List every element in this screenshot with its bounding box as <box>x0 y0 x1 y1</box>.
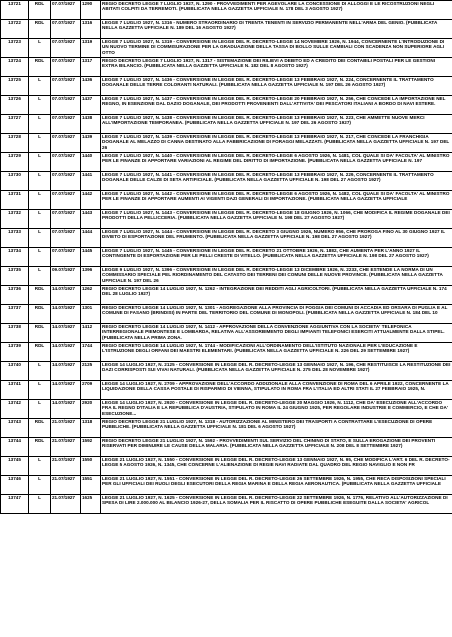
act-number-cell: 1592 <box>81 438 101 457</box>
act-description-cell: REGIO DECRETO LEGGE 14 LUGLIO 1927, N. 1744 - MODIFICAZIONI ALL'ORDINAMENTO DELL'ISTITUTO NAZIONALE PER L'EDUCAZIONE E L'ISTRUZIONE DEGLI ORFANI DEI MAESTRI ELEMENTARI. (PUBBLICATA NELLA GAZZETTA UFFICIALE N. 226 DEL 29 SETTEMBRE 1927) <box>101 343 452 362</box>
act-date-cell: 14.07/1927 <box>51 343 81 362</box>
entry-number-cell: 13739 <box>1 343 29 362</box>
act-description-cell: LEGGE 7 LUGLIO 1927, N. 1445 - CONVERSIONE IN LEGGE DEL R. DECRETO 21 OTTOBRE 1926, N. 1882, CHE AUMENTA PER L'ANNO 1927 IL CONTINGENTE DI ESPORTAZIONE PER LE PELLI CRESTE DI VITELLO. (PUBBLICATA NELLA GAZZETTA UFFICIALE N. 198 DEL 27 AGOSTO 1927) <box>101 248 452 267</box>
entry-number-cell: 13743 <box>1 419 29 438</box>
entry-number-cell: 13744 <box>1 438 29 457</box>
table-row <box>1 400 452 419</box>
entry-number-cell: 13737 <box>1 305 29 324</box>
entry-number-cell: 13745 <box>1 457 29 476</box>
act-date-cell: 07.07/1927 <box>51 115 81 134</box>
entry-number-cell: 13728 <box>1 134 29 153</box>
entry-number-cell: 13727 <box>1 115 29 134</box>
entry-number-cell: 13725 <box>1 77 29 96</box>
table-row <box>1 229 452 248</box>
act-description-cell: REGIO DECRETO LEGGE 7 LUGLIO 1927, N. 1317 - SISTEMAZIONE DEI RILIEVI A DEBITO ED A CREDITO DEI CONTABILI POSTALI PER LE GESTIONI EXTRA BILANCIO. (PUBBLICATA NELLA GAZZETTA UFFICIALE N. 182 DEL 8 AGOSTO 1927) <box>101 58 452 77</box>
entry-number-cell: 13747 <box>1 495 29 514</box>
entry-number-cell: 13746 <box>1 476 29 495</box>
act-description-cell: LEGGE 7 LUGLIO 1927, N. 1436 - CONVERSIONE IN LEGGE DEL R. DECRETO-LEGGE 13 FEBBRAIO 1927, N. 224, CONCERNENTE IL TRATTAMENTO DOGANALE DELLE TERRE COLORANTI NATURALI. (PUBBLICATA NELLA GAZZETTA UFFICIALE N. 197 DEL 26 AGOSTO 1927) <box>101 77 452 96</box>
entry-number-cell: 13732 <box>1 210 29 229</box>
act-number-cell: 1439 <box>81 134 101 153</box>
act-description-cell: LEGGE 9 LUGLIO 1927, N. 1396 - CONVERSIONE IN LEGGE DEL R. DECRETO-LEGGE 13 DICEMBRE 1926, N. 2233, CHE ESTENDE LA NORMA DI UN COMMISSARIO SPECIALE PEL RIORDINAMENTO DEL CATASTO DEI TERRENI DEI COMUNI DELLE NUOVE PROVINCE. (PUBBLICATA NELLA GAZZETTA UFFICIALE N. 197 DEL 26 <box>101 267 452 286</box>
table-row <box>1 343 452 362</box>
act-date-cell: 07.07/1927 <box>51 39 81 58</box>
act-type-cell: L <box>29 267 51 286</box>
table-row <box>1 248 452 267</box>
act-description-cell: LEGGE 21 LUGLIO 1927, N. 1551 - CONVERSIONE IN LEGGE DEL R. DECRETO-LEGGE 26 SETTEMBRE 1926, N. 1955, CHE RECA DISPOSIZIONI SPECIALI PER GLI UFFICIALI DEI RUOLI DEGLI ESECUTORI DELLA REGIA MARINA E DELLA REGIA AERONAUTICA. (PUBBLICATA NELLA GAZZETTA UFFICIALE <box>101 476 452 495</box>
act-type-cell: RDL <box>29 1 51 20</box>
act-number-cell: 1317 <box>81 58 101 77</box>
act-type-cell: L <box>29 153 51 172</box>
act-date-cell: 07.07/1927 <box>51 210 81 229</box>
entry-number-cell: 13724 <box>1 58 29 77</box>
table-row <box>1 267 452 286</box>
act-number-cell: 1412 <box>81 324 101 343</box>
act-date-cell: 14.07/1927 <box>51 381 81 400</box>
table-row <box>1 305 452 324</box>
act-number-cell: 1442 <box>81 191 101 210</box>
table-row <box>1 172 452 191</box>
table-row <box>1 39 452 58</box>
act-type-cell: L <box>29 476 51 495</box>
entry-number-cell: 13741 <box>1 381 29 400</box>
entry-number-cell: 13730 <box>1 172 29 191</box>
act-number-cell: 1440 <box>81 153 101 172</box>
act-date-cell: 14.07/1927 <box>51 324 81 343</box>
act-date-cell: 07.07/1927 <box>51 229 81 248</box>
act-date-cell: 14.07/1927 <box>51 362 81 381</box>
entry-number-cell: 13734 <box>1 248 29 267</box>
act-description-cell: LEGGE 7 LUGLIO 1927, N. 1438 - CONVERSIONE IN LEGGE DEL R. DECRETO-LEGGE 13 FEBBRAIO 1927, N. 223, CHE AMMETTE NUOVE MERCI ALL'IMPORTAZIONE TEMPORANEA. (PUBBLICATA NELLA GAZZETTA UFFICIALE N. 197 DEL 26 AGOSTO 1927) <box>101 115 452 134</box>
table-row <box>1 362 452 381</box>
act-description-cell: LEGGE 21 LUGLIO 1927, N. 1550 - CONVERSIONE IN LEGGE DEL R. DECRETO-LEGGE 13 GENNAIO 1927, N. 95, CHE MODIFICA L'ART. 6 DEL R. DECRETO-LEGGE 5 AGOSTO 1926, N. 1345, CHE CONCERNE L'ALIENAZIONE DI REGIE NAVI RADIATE DAL QUADRO DEL REGIO NAVIGLIO E NON FR <box>101 457 452 476</box>
act-type-cell: L <box>29 191 51 210</box>
act-date-cell: 21.07/1927 <box>51 476 81 495</box>
act-date-cell: 21.07/1927 <box>51 438 81 457</box>
act-type-cell: L <box>29 381 51 400</box>
entry-number-cell: 13729 <box>1 153 29 172</box>
act-number-cell: 1319 <box>81 39 101 58</box>
act-description-cell: REGIO DECRETO LEGGE 14 LUGLIO 1927, N. 1412 - APPROVAZIONE DELLA CONVENZIONE AGGIUNTIVA CON LA SOCIETA' TELEFONICA INTERREGIONALE PIEMONTESE E LOMBARDA, RELATIVA ALL'ASSORBIMENTO DEGLI IMPIANTI TELEFONICI ESERCITI ATTUALMENTE DALLA STIPEL. (PUBBLICATA NELLA PRIMA ZONA. <box>101 324 452 343</box>
act-number-cell: 2125 <box>81 362 101 381</box>
act-description-cell: LEGGE 7 LUGLIO 1927, N. 1441 - CONVERSIONE IN LEGGE DEL R. DECRETO-LEGGE 13 FEBBRAIO 1927, N. 229, CONCERNENTE IL TRATTAMENTO DOGANALE DELLE CALZE DI SETA ARTIFICIALE. (PUBBLICATA NELLA GAZZETTA UFFICIALE N. 198 DEL 27 AGOSTO 1927) <box>101 172 452 191</box>
act-date-cell: 07.07/1927 <box>51 134 81 153</box>
act-number-cell: 1625 <box>81 495 101 514</box>
act-number-cell: 1318 <box>81 419 101 438</box>
act-type-cell: L <box>29 248 51 267</box>
act-description-cell: LEGGE 14 LUGLIO 1927, N. 2125 - CONVERSIONE IN LEGGE DEL R. DECRETO-LEGGE 13 GENNAIO 1927, N. 196, CHE RESTITUISCE LA RESTITUZIONE DEI DAZI CORRISPOSTI SUI VIVAI NATURALI. (PUBBLICATA NELLA GAZZETTA UFFICIALE N. 275 DEL 28 NOVEMBRE 1927) <box>101 362 452 381</box>
act-description-cell: REGIO DECRETO LEGGE 7 LUGLIO 1927, N. 1290 - PROVVEDIMENTI PER AGEVOLARE LA CONCESSIONE DI ALLOGGI E LE RICOSTRUZIONI NEGLI ABITATI COLPITI DA TERREMOTI. (PUBBLICATA NELLA GAZZETTA UFFICIALE N. 178 DEL 3 AGOSTO 1927) <box>101 1 452 20</box>
act-type-cell: L <box>29 39 51 58</box>
act-number-cell: 1316 <box>81 20 101 39</box>
table-row <box>1 286 452 305</box>
act-description-cell: REGIO DECRETO LEGGE 21 LUGLIO 1927, N. 1592 - PROVVEDIMENTI SUL SERVIZIO DEL CHININO DI STATO, E SULLA EROGAZIONE DEI PROVENTI RISERVATI PER DIMINUIRE LE CAUSE DELLA MALARIA. (PUBBLICATA NELLA GAZZETTA UFFICIALE N. 208 DEL 8 SETTEMBRE 1927) <box>101 438 452 457</box>
entry-number-cell: 13742 <box>1 400 29 419</box>
table-row <box>1 438 452 457</box>
entry-number-cell: 13722 <box>1 20 29 39</box>
act-type-cell: L <box>29 229 51 248</box>
act-date-cell: 14.07/1927 <box>51 400 81 419</box>
table-row <box>1 324 452 343</box>
table-row <box>1 58 452 77</box>
table-row <box>1 191 452 210</box>
entry-number-cell: 13736 <box>1 286 29 305</box>
act-type-cell: RDL <box>29 324 51 343</box>
act-number-cell: 1290 <box>81 1 101 20</box>
act-type-cell: RDL <box>29 438 51 457</box>
entry-number-cell: 13731 <box>1 191 29 210</box>
act-number-cell: 1441 <box>81 172 101 191</box>
entry-number-cell: 13721 <box>1 1 29 20</box>
table-row <box>1 1 452 20</box>
act-date-cell: 07.07/1927 <box>51 1 81 20</box>
act-type-cell: L <box>29 172 51 191</box>
act-description-cell: LEGGE 7 LUGLIO 1927, N. 1440 - CONVERSIONE IN LEGGE DEL R. DECRETO-LEGGE 6 AGOSTO 1926, N. 1481, COL QUALE SI DA' FACOLTA' AL MINISTRO PER LE FINANZE DI APPORTARE VARIAZIONI AL REGIME DEL DIRITTO DI IMPORTAZIONE. (PUBBLICATA NELLA GAZZETTA UFFICIALE N. 197 <box>101 153 452 172</box>
act-type-cell: L <box>29 134 51 153</box>
act-number-cell: 1437 <box>81 96 101 115</box>
entry-number-cell: 13738 <box>1 324 29 343</box>
act-date-cell: 14.07/1927 <box>51 286 81 305</box>
act-number-cell: 2709 <box>81 381 101 400</box>
act-description-cell: LEGGE 7 LUGLIO 1927, N. 1444 - CONVERSIONE IN LEGGE DEL R. DECRETO 3 GIUGNO 1926, NUMERO 956, CHE PROROGA FINO AL 30 GIUGNO 1927 IL DIVIETO DI ESPORTAZIONE DEL FRUMENTO. (PUBBLICATA NELLA GAZZETTA UFFICIALE N. 198 DEL 27 AGOSTO 1927) <box>101 229 452 248</box>
act-description-cell: LEGGE 21 LUGLIO 1927, N. 1625 - CONVERSIONE IN LEGGE DEL R. DECRETO-LEGGE 22 SETTEMBRE 1926, N. 1776, RELATIVO ALL'AUTORIZZAZIONE DI SPESA DI LIRE 2.000.000 AL BILANCIO 1926-27, DELLA SOMALIA PER IL RISCATTO DI OPERE PUBBLICHE ESEGUITE DALLA SOCIETA' AGRICOL <box>101 495 452 514</box>
act-type-cell: L <box>29 457 51 476</box>
entry-number-cell: 13735 <box>1 267 29 286</box>
table-row <box>1 495 452 514</box>
act-date-cell: 07.07/1927 <box>51 172 81 191</box>
act-number-cell: 1396 <box>81 267 101 286</box>
act-type-cell: L <box>29 115 51 134</box>
act-date-cell: 21.07/1927 <box>51 495 81 514</box>
act-number-cell: 1438 <box>81 115 101 134</box>
act-number-cell: 1443 <box>81 210 101 229</box>
act-number-cell: 1301 <box>81 305 101 324</box>
act-number-cell: 1262 <box>81 286 101 305</box>
act-date-cell: 07.07/1927 <box>51 248 81 267</box>
act-description-cell: REGIO DECRETO LEGGE 21 LUGLIO 1927, N. 1318 - AUTORIZZAZIONE AL MINISTERO DEI TRASPORTI A CONTRATTARE L'ESECUZIONE DI OPERE PUBBLICHE. (PUBBLICATA NELLA GAZZETTA UFFICIALE N. 181 DEL 6 AGOSTO 1927) <box>101 419 452 438</box>
table-row <box>1 115 452 134</box>
table-row <box>1 20 452 39</box>
act-date-cell: 07.07/1927 <box>51 20 81 39</box>
act-type-cell: L <box>29 495 51 514</box>
entry-number-cell: 13740 <box>1 362 29 381</box>
act-date-cell: 14.07/1927 <box>51 305 81 324</box>
act-type-cell: L <box>29 210 51 229</box>
act-description-cell: LEGGE 7 LUGLIO 1927, N. 1437 - CONVERSIONE IN LEGGE DEL R. DECRETO-LEGGE 20 FEBBRAIO 1927, N. 256, CHE CONCEDE LA IMPORTAZIONE NEL REGNO, IN ESENZIONE DAL DAZIO DOGANALE, DEI PRODOTTI PROVENIENTI DALL'ATTIVITA' DEI PESCATORI ITALIANI A BORDO DI NAVI ESTERE. <box>101 96 452 115</box>
act-date-cell: 07.07/1927 <box>51 96 81 115</box>
act-date-cell: 09.07/1927 <box>51 267 81 286</box>
act-type-cell: RDL <box>29 419 51 438</box>
act-type-cell: RDL <box>29 343 51 362</box>
act-date-cell: 21.07/1927 <box>51 457 81 476</box>
table-row <box>1 476 452 495</box>
table-row <box>1 210 452 229</box>
act-type-cell: L <box>29 96 51 115</box>
act-number-cell: 1444 <box>81 229 101 248</box>
table-row <box>1 96 452 115</box>
act-description-cell: LEGGE 7 LUGLIO 1927, N. 1316 - NUMERO STRAORDINARIO DI TRENTA TENENTI IN SERVIZIO PERMANENTE NELL'ARMA DEL GENIO. (PUBBLICATA NELLA GAZZETTA UFFICIALE N. 189 DEL 16 AGOSTO 1927) <box>101 20 452 39</box>
act-type-cell: RDL <box>29 58 51 77</box>
act-description-cell: LEGGE 7 LUGLIO 1927, N. 1439 - CONVERSIONE IN LEGGE DEL R. DECRETO-LEGGE 13 FEBBRAIO 1927, N. 217, CHE CONCEDE LA FRANCHIGIA DOGANALE AL MELAZZO DI CANNA DESTINATO ALLA FABBRICAZIONE DI FORAGGI MELAZZATI. (PUBBLICATA NELLA GAZZETTA UFFICIALE N. 197 DEL 26 <box>101 134 452 153</box>
entry-number-cell: 13723 <box>1 39 29 58</box>
act-description-cell: REGIO DECRETO LEGGE 14 LUGLIO 1927, N. 1262 - INTEGRAZIONE DEI REDDITI AGLI AGRICOLTORI. (PUBBLICATA NELLA GAZZETTA UFFICIALE N. 174 DEL 28 LUGLIO 1927) <box>101 286 452 305</box>
act-number-cell: 1436 <box>81 77 101 96</box>
act-description-cell: LEGGE 7 LUGLIO 1927, N. 1442 - CONVERSIONE IN LEGGE DEL R. DECRETO-LEGGE 6 AGOSTO 1926, N. 1482, COL QUALE SI DA' FACOLTA' AL MINISTRO PER LE FINANZE DI APPORTARE AUMENTI AI VIGENTI DAZI GENERALI DI IMPORTAZIONE. (PUBBLICATA NELLA GAZZETTA UFFICIALE <box>101 191 452 210</box>
act-number-cell: 1744 <box>81 343 101 362</box>
act-date-cell: 21.07/1927 <box>51 419 81 438</box>
act-type-cell: L <box>29 77 51 96</box>
act-date-cell: 07.07/1927 <box>51 191 81 210</box>
act-type-cell: RDL <box>29 20 51 39</box>
act-description-cell: LEGGE 7 LUGLIO 1927, N. 1319 - CONVERSIONE IN LEGGE DEL R. DECRETO-LEGGE 14 NOVEMBRE 1926, N. 1944, CONCERNENTE L'INTRODUZIONE DI UN NUOVO TERMINE DI COMMISURAZIONE PER LA GRADUAZIONE DELLA TASSA DI BOLLO SULLE CAMBIALI CON SCADENZA NON SUPERIORE AGLI OTTO <box>101 39 452 58</box>
act-number-cell: 1550 <box>81 457 101 476</box>
table-row <box>1 134 452 153</box>
act-type-cell: L <box>29 362 51 381</box>
act-date-cell: 07.07/1927 <box>51 153 81 172</box>
legislation-table-body <box>1 1 452 514</box>
table-row <box>1 77 452 96</box>
act-number-cell: 1551 <box>81 476 101 495</box>
entry-number-cell: 13726 <box>1 96 29 115</box>
act-date-cell: 07.07/1927 <box>51 77 81 96</box>
act-number-cell: 1445 <box>81 248 101 267</box>
act-description-cell: LEGGE 14 LUGLIO 1927, N. 2709 - APPROVAZIONE DELL'ACCORDO ADDIZIONALE ALLA CONVENZIONE DI ROMA DEL 6 APRILE 1922, CONCERNENTE LA LIQUIDAZIONE DELLA CASSA POSTALE DI RISPARMIO DI VIENNA, STIPULATO IN ROMA FRA L'ITALIA ED ALTRI STATI IL 27 FEBBRAIO 1925, N. <box>101 381 452 400</box>
act-date-cell: 07.07/1927 <box>51 58 81 77</box>
table-row <box>1 419 452 438</box>
act-type-cell: L <box>29 400 51 419</box>
act-type-cell: RDL <box>29 286 51 305</box>
act-description-cell: LEGGE 7 LUGLIO 1927, N. 1443 - CONVERSIONE IN LEGGE DEL R. DECRETO-LEGGE 18 GIUGNO 1926, N. 1066, CHE MODIFICA IL REGIME DOGANALE DEI PRODOTTI DELLA PELLICCERIA. (PUBBLICATA NELLA GAZZETTA UFFICIALE N. 198 DEL 27 AGOSTO 1927) <box>101 210 452 229</box>
act-type-cell: RDL <box>29 305 51 324</box>
entry-number-cell: 13733 <box>1 229 29 248</box>
table-row <box>1 153 452 172</box>
act-description-cell: LEGGE 14 LUGLIO 1927, N. 2920 - CONVERSIONE IN LEGGE DEL R. DECRETO-LEGGE 20 MAGGIO 1926, N. 1112, CHE DA' ESECUZIONE ALL'ACCORDO FRA IL REGNO D'ITALIA E LA REPUBBLICA D'AUSTRIA, STIPULATO IN ROMA IL 24 GIUGNO 1925, PER REGOLARE INDUSTRIE E COMMERCIO, E CHE DA' ESECUZIONE... <box>101 400 452 419</box>
act-description-cell: REGIO DECRETO LEGGE 14 LUGLIO 1927, N. 1301 - AGGREGAZIONE ALLA PROVINCIA DI FOGGIA DEI COMUNI DI ACCADIA ED ORSARA DI PUGLIA E AL COMUNE DI FASANO (BRINDISI) IN PARTE DEL TERRITORIO DEL COMUNE DI MONOPOLI. (PUBBLICATA NELLA GAZZETTA UFFICIALE N. 184 DEL 10 <box>101 305 452 324</box>
table-row <box>1 457 452 476</box>
table-row <box>1 381 452 400</box>
act-number-cell: 2920 <box>81 400 101 419</box>
